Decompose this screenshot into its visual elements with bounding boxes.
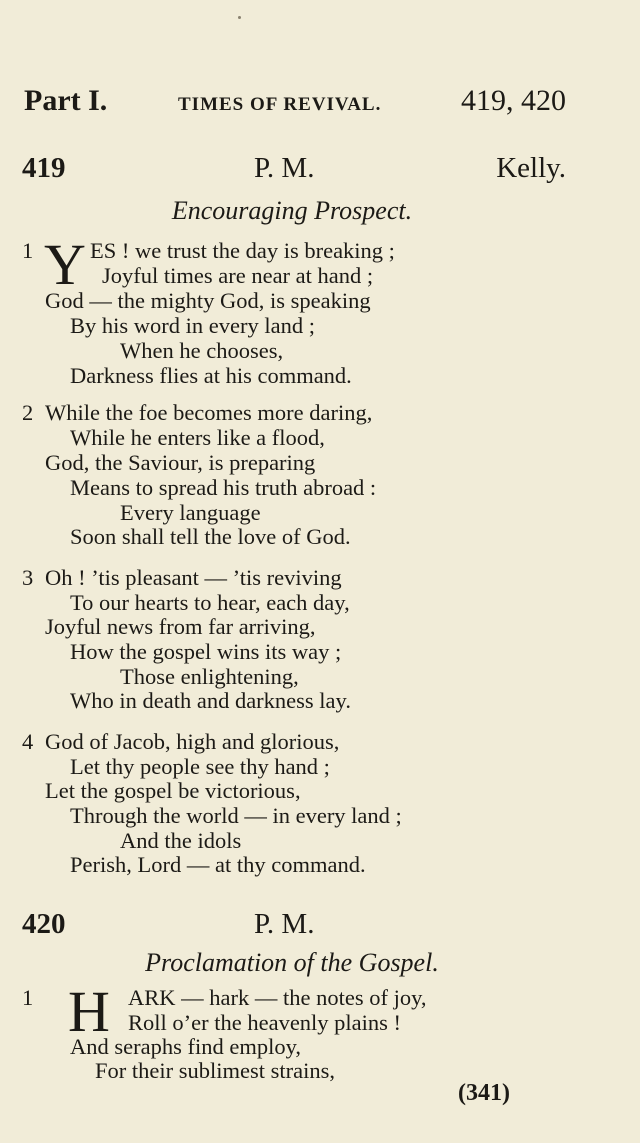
verse-line: God — the mighty God, is speaking [45, 288, 371, 313]
hymn-number: 420 [22, 908, 66, 940]
hymn-meter: P. M. [254, 908, 315, 940]
verse-line: While he enters like a flood, [70, 425, 325, 450]
verse-line: While the foe becomes more daring, [45, 400, 373, 425]
verse-line: ES ! we trust the day is breaking ; [90, 238, 395, 263]
verse-line: ARK — hark — the notes of joy, [128, 985, 427, 1010]
verse-line: Who in death and darkness lay. [70, 688, 351, 713]
verse-line: Joyful news from far arriving, [45, 614, 316, 639]
page-number: (341) [458, 1080, 510, 1106]
verse-line: Roll o’er the heavenly plains ! [128, 1010, 402, 1035]
verse-line: For their sublimest strains, [95, 1058, 335, 1083]
verse-line: Let the gospel be victorious, [45, 778, 301, 803]
verse-line: God of Jacob, high and glorious, [45, 729, 340, 754]
verse-number: 4 [22, 729, 34, 754]
verse-number: 3 [22, 565, 34, 590]
part-label: Part I. [24, 84, 108, 117]
hymn-number: 419 [22, 152, 66, 184]
verse-line: By his word in every land ; [70, 313, 315, 338]
hymn-subtitle: Proclamation of the Gospel. [145, 948, 439, 977]
hymn-heading [22, 908, 566, 942]
verse-line: Soon shall tell the love of God. [70, 524, 351, 549]
verse-line: Darkness flies at his command. [70, 363, 352, 388]
verse-line: Those enlightening, [120, 664, 299, 689]
verse-line: And seraphs find employ, [70, 1034, 301, 1059]
verse-line: How the gospel wins its way ; [70, 639, 342, 664]
verse-line: Means to spread his truth abroad : [70, 475, 377, 500]
section-title: TIMES OF REVIVAL. [178, 94, 382, 115]
verse-line: Through the world — in every land ; [70, 803, 402, 828]
hymn-heading [22, 152, 566, 186]
ink-speck [238, 16, 241, 19]
verse-line: To our hearts to hear, each day, [70, 590, 350, 615]
verse-line: God, the Saviour, is preparing [45, 450, 316, 475]
hymn-tune: Kelly. [496, 152, 566, 184]
verse-line: And the idols [120, 828, 242, 853]
verse-number: 1 [22, 238, 34, 263]
verse-line: Joyful times are near at hand ; [102, 263, 374, 288]
hymn-subtitle: Encouraging Prospect. [171, 196, 413, 225]
verse-number: 1 [22, 985, 34, 1010]
verse-line: Perish, Lord — at thy command. [70, 852, 366, 877]
hymn-numbers: 419, 420 [461, 84, 566, 117]
verse-line: Let thy people see thy hand ; [70, 754, 330, 779]
drop-cap: Y [44, 232, 86, 297]
verse-number: 2 [22, 400, 34, 425]
drop-cap: H [68, 979, 110, 1044]
verse-line: Oh ! ’tis pleasant — ’tis reviving [45, 565, 342, 590]
verse-line: Every language [120, 500, 261, 525]
verse-line: When he chooses, [120, 338, 284, 363]
hymn-meter: P. M. [254, 152, 315, 184]
running-header [24, 84, 566, 124]
